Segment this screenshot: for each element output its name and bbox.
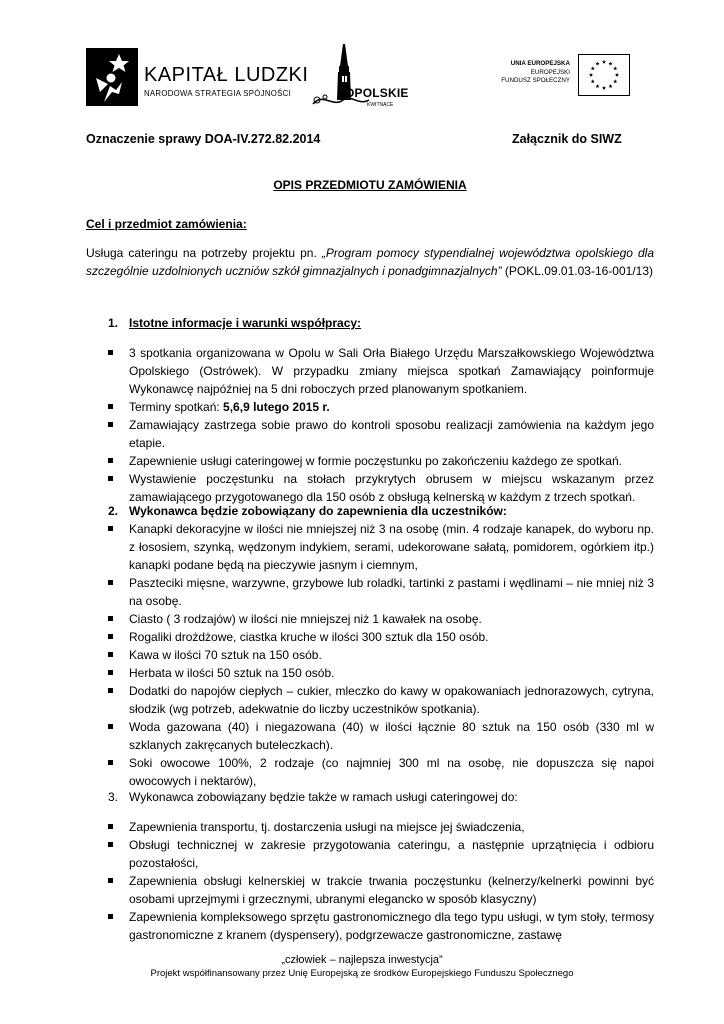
bullet-icon bbox=[108, 526, 113, 531]
list-item bbox=[108, 682, 654, 718]
list-item bbox=[108, 520, 654, 574]
list-item bbox=[108, 610, 654, 628]
list-item bbox=[108, 470, 654, 506]
intro-text-after: (POKL.09.01.03-16-001/13) bbox=[501, 264, 653, 278]
section-1-title: Istotne informacje i warunki współpracy: bbox=[129, 316, 362, 330]
list-item bbox=[108, 344, 654, 398]
list-item-text: Wystawienie poczęstunku na stołach przykrytych obrusem w miejscu wskazanym przez zamawiającego przygotowanego dla 150 osób z obsługą kelnerską w każdym z trzech spotkań. bbox=[129, 472, 654, 504]
section-3-number: 3. bbox=[108, 790, 119, 804]
list-item-text: 3 spotkania organizowana w Opolu w Sali Orła Białego Urzędu Marszałkowskiego Województwa Opolskiego (Ostrówek). W przypadku zmiany miejsca spotkań Zamawiający poinformuje Wykonawcę najpóźniej na 5 dni roboczych przed planowanym spotkaniem. bbox=[129, 346, 654, 396]
list-item-text: Ciasto ( 3 rodzajów) w ilości nie mniejszej niż 1 kawałek na osobę. bbox=[129, 612, 482, 626]
list-item-text: Woda gazowana (40) i niegazowana (40) w ilości łącznie 80 sztuk na 150 osób (330 ml w szklanych zakręcanych buteleczkach). bbox=[129, 720, 654, 752]
kapital-ludzki-subtitle: NARODOWA STRATEGIA SPÓJNOŚCI bbox=[144, 89, 292, 98]
bullet-icon bbox=[108, 724, 113, 729]
list-item bbox=[108, 416, 654, 452]
section-1-number: 1. bbox=[108, 316, 119, 330]
case-reference: Oznaczenie sprawy DOA-IV.272.82.2014 bbox=[86, 132, 321, 146]
bullet-icon bbox=[108, 476, 113, 481]
list-item-text: Obsługi technicznej w zakresie przygotowania cateringu, a następnie uprzątnięcia i odbioru pozostałości, bbox=[129, 838, 654, 870]
list-item-text: Kanapki dekoracyjne w ilości nie mniejszej niż 3 na osobę (min. 4 rodzaje kanapek, do wyboru np. z łososiem, szynką, wędzonym indykiem, serami, udekorowane sałatą, pomidorem, ogórkiem itp.) kanapki podane będą na pieczywie jasnym i ciemnym, bbox=[129, 522, 654, 572]
list-item-text: Soki owocowe 100%, 2 rodzaje (co najmniej 300 ml na osobę, nie dopuszcza się napoi owocowych i nektarów), bbox=[129, 756, 654, 788]
eu-line-2: EUROPEJSKI bbox=[530, 68, 570, 76]
list-item bbox=[108, 818, 654, 836]
list-item bbox=[108, 574, 654, 610]
list-item-text: Zapewnienia kompleksowego sprzętu gastronomicznego dla tego typu usługi, w tym stoły, termosy gastronomiczne z kranem (dyspensery), podgrzewacze gastronomiczne, zastawę bbox=[129, 910, 654, 942]
eu-line-1: UNIA EUROPEJSKA bbox=[510, 60, 570, 67]
section-3-title: Wykonawca zobowiązany będzie także w ramach usługi cateringowej do: bbox=[129, 790, 518, 804]
intro-paragraph bbox=[86, 244, 654, 280]
goal-label: Cel i przedmiot zamówienia: bbox=[86, 217, 247, 231]
bullet-icon bbox=[108, 580, 113, 585]
footer-slogan: „człowiek – najlepsza inwestycja” bbox=[281, 954, 443, 966]
section-3-list bbox=[108, 818, 654, 944]
section-2-list bbox=[108, 520, 654, 790]
dates-value: 5,6,9 lutego 2015 r. bbox=[223, 400, 330, 414]
opolskie-title: OPOLSKIE bbox=[345, 86, 409, 100]
list-item-text: Zapewnienie usługi cateringowej w formie poczęstunku po zakończeniu każdego ze spotkań. bbox=[129, 454, 622, 468]
list-item bbox=[108, 664, 654, 682]
bullet-icon bbox=[108, 616, 113, 621]
list-item bbox=[108, 754, 654, 790]
document-heading: OPIS PRZEDMIOTU ZAMÓWIENIA bbox=[273, 178, 467, 192]
bullet-icon bbox=[108, 634, 113, 639]
bullet-icon bbox=[108, 652, 113, 657]
list-item-text: Rogaliki drożdżowe, ciastka kruche w ilości 300 sztuk dla 150 osób. bbox=[129, 630, 489, 644]
logo-header bbox=[80, 38, 635, 116]
bullet-icon bbox=[108, 350, 113, 355]
footer-cofinance: Projekt współfinansowany przez Unię Europejską ze środków Europejskiego Funduszu Społecznego bbox=[150, 968, 574, 979]
list-item-text: Zamawiający zastrzega sobie prawo do kontroli sposobu realizacji zamówienia na każdym jego etapie. bbox=[129, 418, 654, 450]
section-2-number: 2. bbox=[108, 504, 119, 518]
bullet-icon bbox=[108, 688, 113, 693]
bullet-icon bbox=[108, 404, 113, 409]
section-3-header bbox=[108, 788, 518, 806]
eu-logo bbox=[478, 52, 628, 98]
section-2-header bbox=[108, 502, 507, 520]
section-2-title: Wykonawca będzie zobowiązany do zapewnienia dla uczestników: bbox=[129, 504, 507, 518]
bullet-icon bbox=[108, 824, 113, 829]
bullet-icon bbox=[108, 914, 113, 919]
list-item-text: Paszteciki mięsne, warzywne, grzybowe lub roladki, tartinki z pastami i wędlinami – nie mniej niż 3 na osobę. bbox=[129, 576, 654, 608]
list-item-text: Herbata w ilości 50 sztuk na 150 osób. bbox=[129, 666, 335, 680]
eu-text bbox=[478, 60, 570, 86]
bullet-icon bbox=[108, 422, 113, 427]
list-item-text: Kawa w ilości 70 sztuk na 150 osób. bbox=[129, 648, 322, 662]
bullet-icon bbox=[108, 878, 113, 883]
intro-project-name: „Program pomocy stypendialnej województwa opolskiego dla szczególnie uzdolnionych uczniów szkół gimnazjalnych i ponadgimnazjalnych” bbox=[86, 246, 654, 278]
kapital-ludzki-logo-icon bbox=[86, 48, 138, 106]
bullet-icon bbox=[108, 842, 113, 847]
list-item-text: Dodatki do napojów ciepłych – cukier, mleczko do kawy w opakowaniach jednorazowych, cytryna, słodzik (wg potrzeb, adekwatnie do liczby uczestników spotkania). bbox=[129, 684, 654, 716]
list-item bbox=[108, 718, 654, 754]
list-item bbox=[108, 872, 654, 908]
bullet-icon bbox=[108, 760, 113, 765]
dates-label: Terminy spotkań: bbox=[129, 400, 224, 414]
eu-flag-icon bbox=[578, 54, 630, 96]
eu-line-3: FUNDUSZ SPOŁECZNY bbox=[501, 77, 570, 84]
bullet-icon bbox=[108, 458, 113, 463]
list-item-text: Zapewnienia obsługi kelnerskiej w trakcie trwania poczęstunku (kelnerzy/kelnerki powinni być osobami uprzejmymi i grzecznymi, ubranymi elegancko w sposób klasyczny) bbox=[129, 874, 654, 906]
section-1-list bbox=[108, 344, 654, 506]
list-item-text: Zapewnienia transportu, tj. dostarczenia usługi na miejsce jej świadczenia, bbox=[129, 820, 525, 834]
list-item bbox=[108, 836, 654, 872]
list-item bbox=[108, 628, 654, 646]
list-item bbox=[108, 452, 654, 470]
opolskie-subtitle: KWITNĄCE bbox=[367, 102, 394, 108]
bullet-icon bbox=[108, 670, 113, 675]
list-item-dates bbox=[108, 398, 654, 416]
list-item bbox=[108, 646, 654, 664]
list-item bbox=[108, 908, 654, 944]
intro-text-before: Usługa cateringu na potrzeby projektu pn. bbox=[86, 246, 322, 260]
page-footer bbox=[0, 953, 724, 980]
attachment-label: Załącznik do SIWZ bbox=[512, 132, 622, 146]
kapital-ludzki-title: KAPITAŁ LUDZKI bbox=[144, 64, 309, 86]
section-1-header bbox=[108, 314, 361, 332]
